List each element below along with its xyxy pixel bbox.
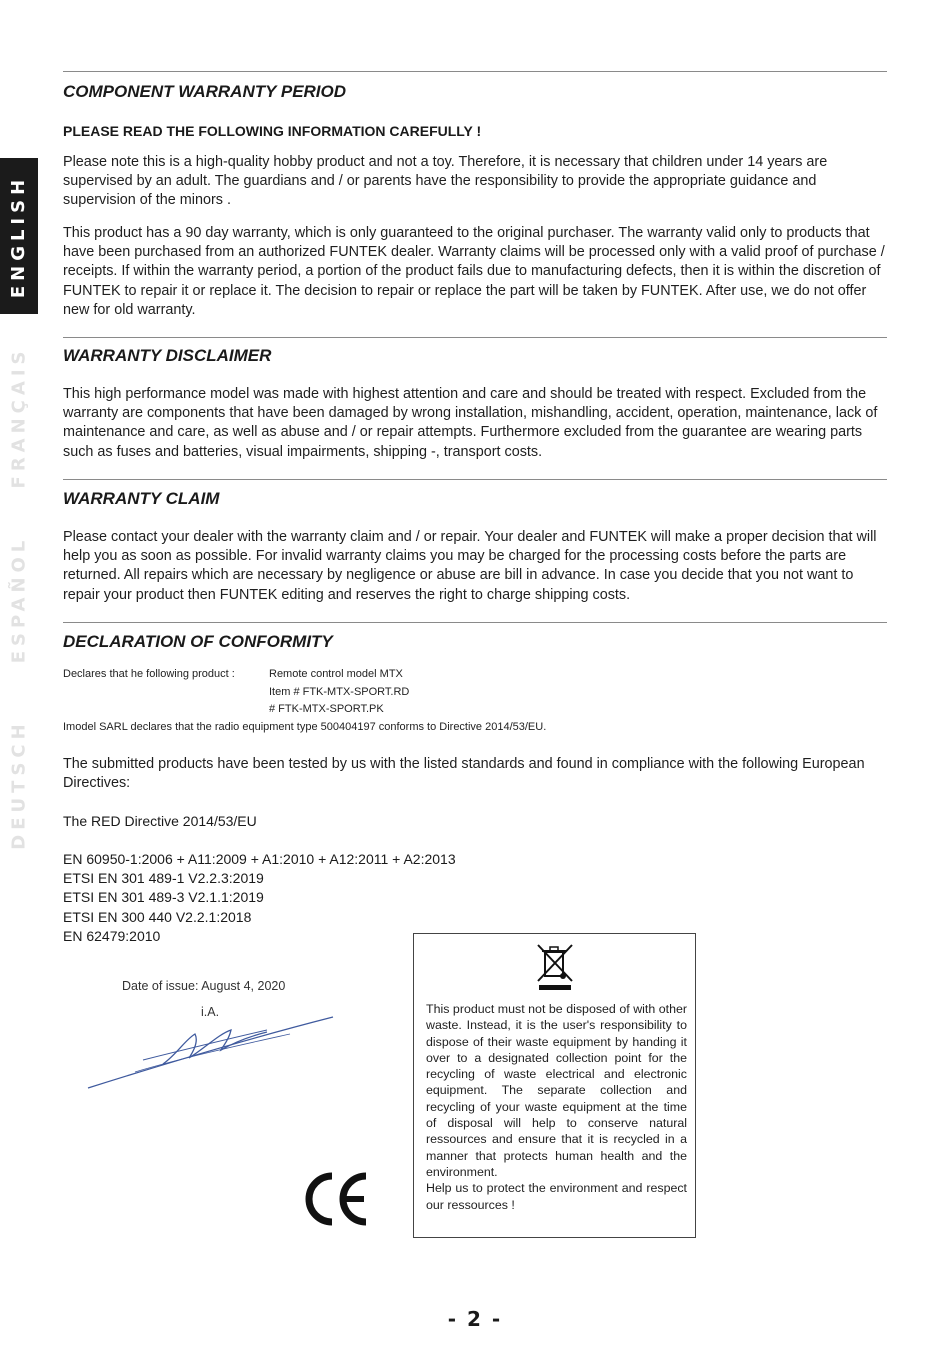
crossed-out-wheelie-bin-icon <box>535 942 577 992</box>
section-divider <box>63 337 887 338</box>
standard-item: EN 60950-1:2006 + A11:2009 + A1:2010 + A12:2011 + A2:2013 <box>63 851 456 867</box>
declares-label: Declares that he following product : <box>63 668 235 680</box>
item-number-2: # FTK-MTX-SPORT.PK <box>269 703 384 715</box>
section-divider <box>63 622 887 623</box>
tab-deutsch[interactable] <box>0 706 38 862</box>
component-warranty-paragraph-2: This product has a 90 day warranty, which is only guaranteed to the original purchaser. The warranty valid only to products that have been purchased from an authorized FUNTEK dealer. Warranty claims will be processed only with a valid proof of purchase / receipts. If within the warranty period, a portion of the product fails due to manufacturing defects, then it is within the discretion of FUNTEK to repair it or replace it. The decision to repair or replace the part will be taken by FUNTEK. After use, we do not offer new for old warranty. <box>63 225 885 318</box>
component-warranty-paragraph-1: Please note this is a high-quality hobby product and not a toy. Therefore, it is necessary that children under 14 years are supervised by an adult. The guardians and / or parents have the responsibility to provide the appropriate guidance and supervision of the minors . <box>63 154 828 209</box>
section-divider <box>63 479 887 480</box>
red-directive: The RED Directive 2014/53/EU <box>63 813 257 829</box>
ia-label: i.A. <box>201 1005 220 1019</box>
tab-english-label: ENGLISH <box>8 174 30 298</box>
signature <box>85 1012 340 1092</box>
tab-espanol-label: ESPAÑOL <box>8 535 30 663</box>
warranty-disclaimer-title: WARRANTY DISCLAIMER <box>63 346 272 365</box>
warranty-claim-paragraph: Please contact your dealer with the warranty claim and / or repair. Your dealer and FUNTEK will make a proper decision that will help you as soon as possible. For invalid warranty claims you may be charged for the processing costs before the parts are returned. All repairs which are necessary by negligence or abuse are bill in advance. In case you decide that you not want to repair your product then FUNTEK editing and reserves the right to charge shipping costs. <box>63 529 877 603</box>
standard-item: EN 62479:2010 <box>63 927 161 944</box>
item-number-1: Item # FTK-MTX-SPORT.RD <box>269 685 410 698</box>
declaration-block <box>63 666 546 736</box>
weee-text-call-to-action: Help us to protect the environment and respect our ressources ! <box>426 1181 687 1212</box>
tab-english[interactable] <box>0 158 38 314</box>
read-carefully-subtitle: PLEASE READ THE FOLLOWING INFORMATION CAREFULLY ! <box>63 123 482 139</box>
standard-item: ETSI EN 301 489-1 V2.2.3:2019 <box>63 870 264 887</box>
section-divider <box>63 71 887 72</box>
weee-text-main: This product must not be disposed of with other waste. Instead, it is the user's responsibility to dispose of their waste equipment by handing it over to a designated collection point for the recycling of waste electrical and electronic equipment. The separate collection and recycling of your waste equipment at the time of disposal will help to conserve natural ressources and ensure that it is recycled in a manner that protects human health and the environment. <box>426 1002 687 1179</box>
tab-francais-label: FRANÇAIS <box>8 346 30 488</box>
standards-list <box>63 850 456 946</box>
date-of-issue: Date of issue: August 4, 2020 <box>122 979 286 993</box>
tab-deutsch-label: DEUTSCH <box>8 718 30 850</box>
conformity-paragraph: The submitted products have been tested by us with the listed standards and found in compliance with the following European Directives: <box>63 756 865 792</box>
warranty-claim-title: WARRANTY CLAIM <box>63 489 220 508</box>
warranty-disclaimer-paragraph: This high performance model was made with highest attention and care and should be treated with respect. Excluded from the warranty are components that have been damaged by wrong installation, mishandling, accident, operation, maintenance, lack of maintenance and care, as well as abuse and / or repair attempts. Furthermore excluded from the guarantee are wearing parts such as fuses and batteries, visual impairments, shipping -, transport costs. <box>63 386 878 460</box>
declaration-conformity-title: DECLARATION OF CONFORMITY <box>63 632 333 651</box>
weee-notice-text <box>426 1001 687 1213</box>
page-number: - 2 - <box>447 1307 503 1331</box>
tab-espanol[interactable] <box>0 524 38 674</box>
component-warranty-title: COMPONENT WARRANTY PERIOD <box>63 82 347 101</box>
standard-item: ETSI EN 300 440 V2.2.1:2018 <box>63 908 252 925</box>
weee-notice-box <box>413 933 696 1238</box>
ce-mark <box>302 1170 370 1228</box>
product-name: Remote control model MTX <box>269 668 403 680</box>
tab-francais[interactable] <box>0 342 38 492</box>
standard-item: ETSI EN 301 489-3 V2.1.1:2019 <box>63 889 264 906</box>
conformity-statement: Imodel SARL declares that the radio equipment type 500404197 conforms to Directive 2014/53/EU. <box>63 720 547 733</box>
